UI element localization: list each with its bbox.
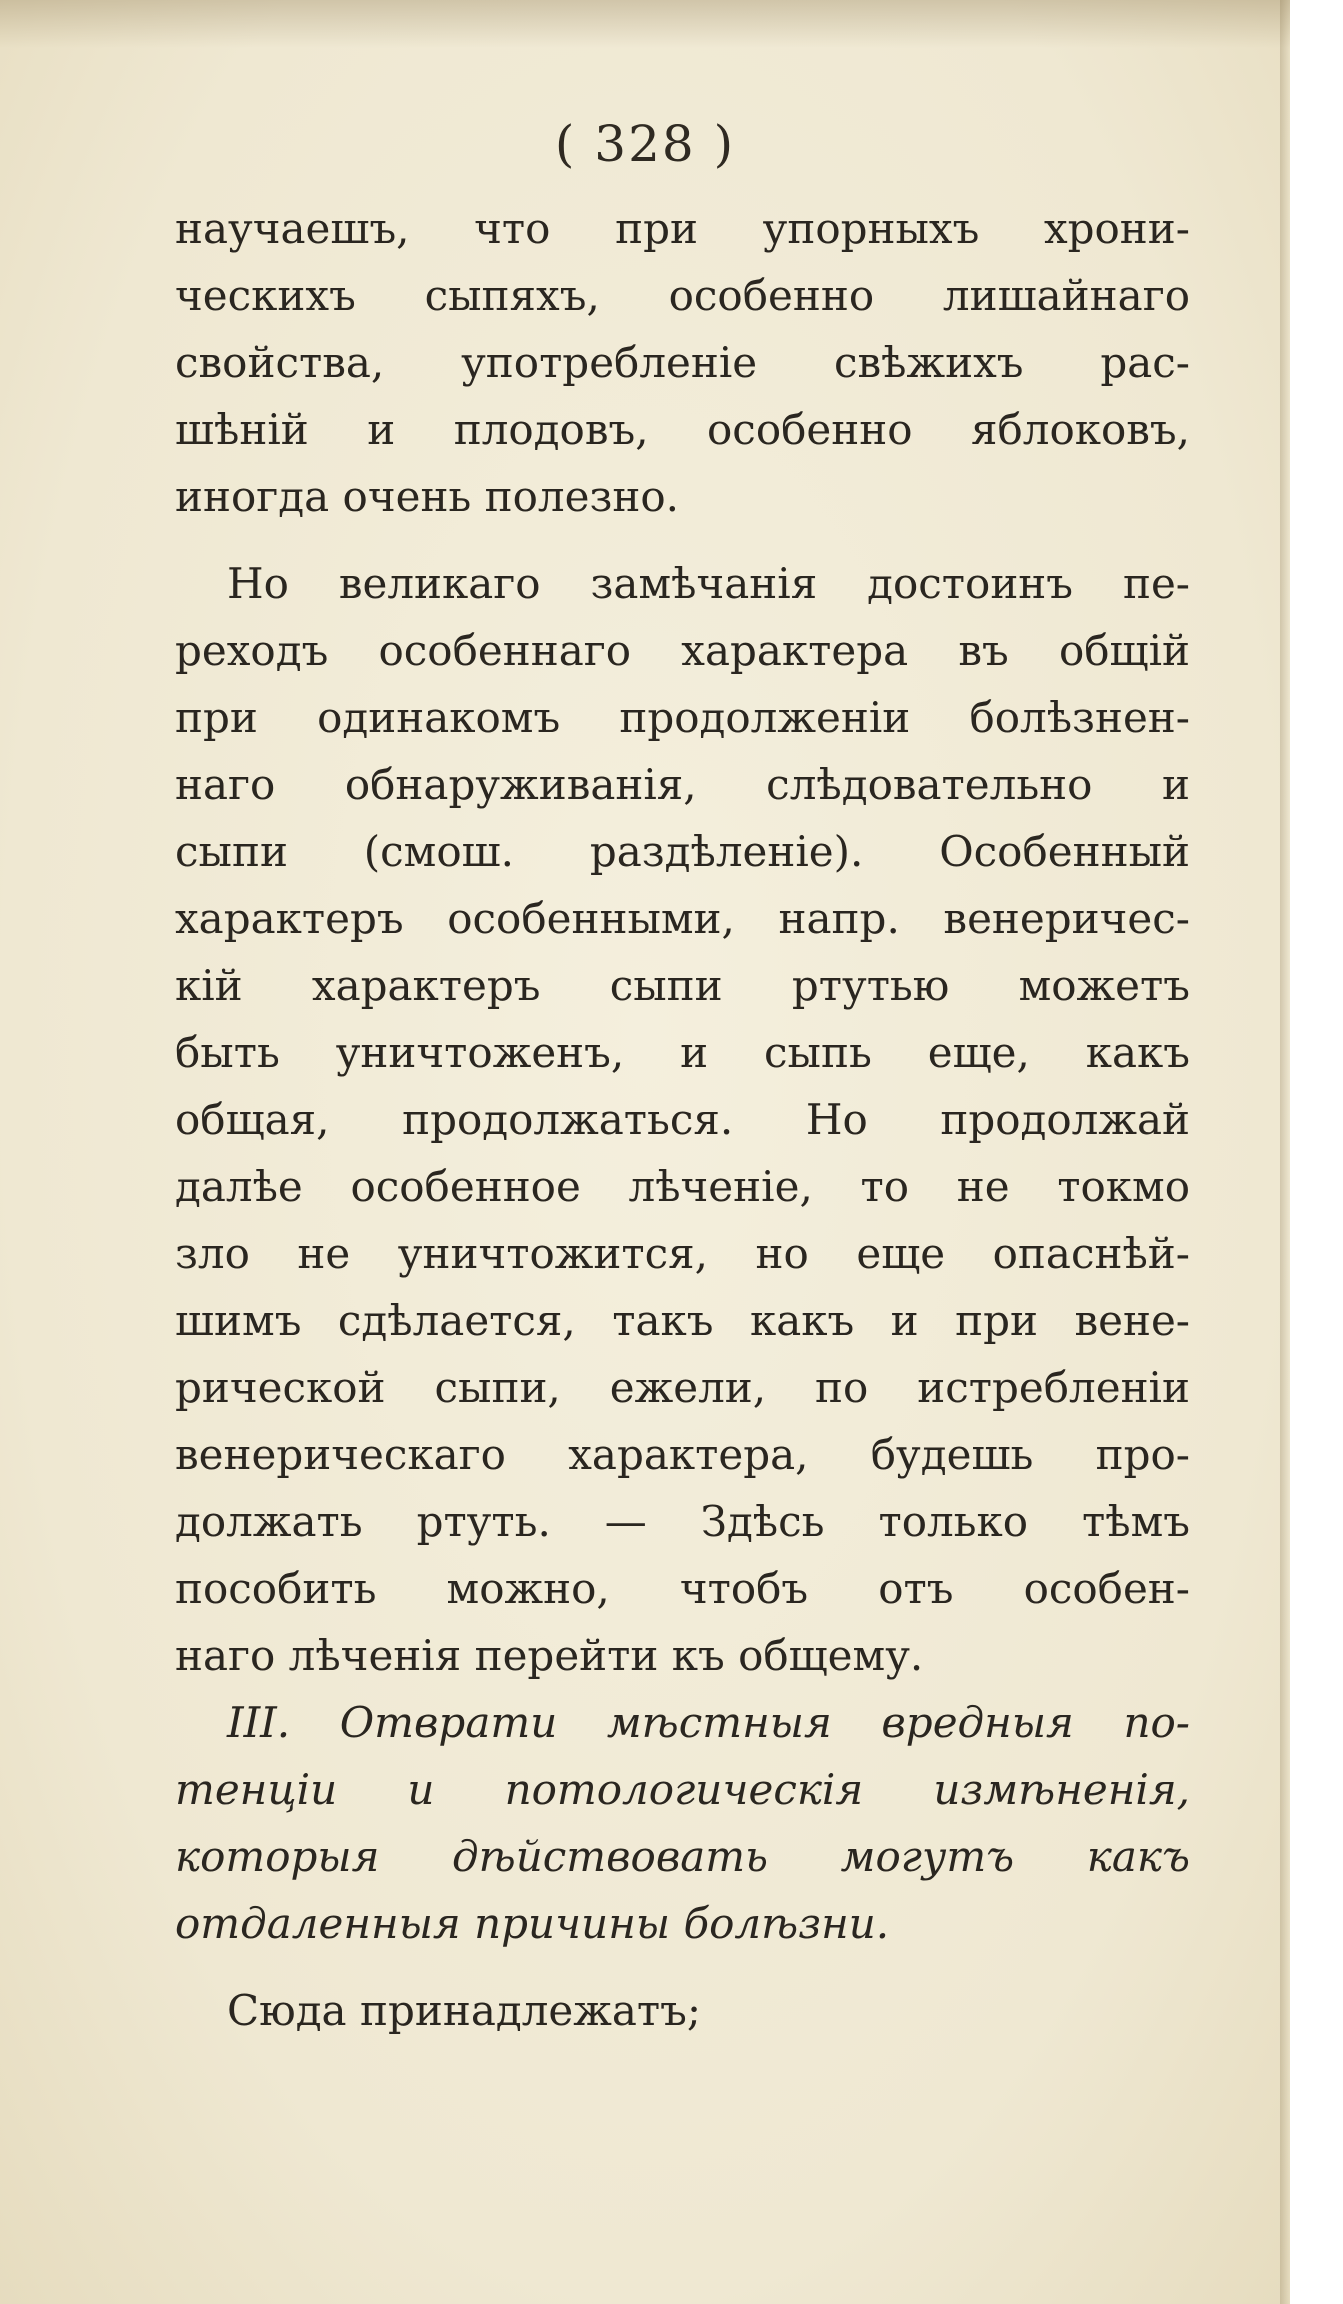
text-line: при одинакомъ продолженіи болѣзнен- [175,693,1190,742]
text-line: венерическаго характера, будешь про- [175,1430,1190,1479]
body-text [175,195,1190,2044]
text-line: шимъ сдѣлается, такъ какъ и при вене- [175,1296,1190,1345]
text-line: ческихъ сыпяхъ, особенно лишайнаго [175,271,1190,320]
text-line: должать ртуть. — Здѣсь только тѣмъ [175,1497,1190,1546]
text-line: научаешъ, что при упорныхъ хрони- [175,204,1190,253]
text-line: Но великаго замѣчанія достоинъ пе- [227,559,1190,608]
scan-margin [1290,0,1343,2304]
section-heading-line: тенціи и потологическія измѣненія, [175,1765,1190,1814]
section-heading-line: отдаленныя причины болѣзни. [175,1899,890,1948]
text-line: быть уничтоженъ, и сыпь еще, какъ [175,1028,1190,1077]
page-top-edge [0,0,1290,48]
text-line: рической сыпи, ежели, по истребленіи [175,1363,1190,1412]
text-line: сыпи (смош. раздѣленіе). Особенный [175,827,1190,876]
text-line: общая, продолжаться. Но продолжай [175,1095,1190,1144]
page-edge-shadow [1280,0,1290,2304]
paragraph-gap [175,1957,1190,1977]
text-line: наго лѣченія перейти къ общему. [175,1631,924,1680]
text-line: далѣе особенное лѣченіе, то не токмо [175,1162,1190,1211]
text-line: иногда очень полезно. [175,472,679,521]
text-line: пособить можно, чтобъ отъ особен- [175,1564,1190,1613]
text-line: свойства, употребленіе свѣжихъ рас- [175,338,1190,387]
text-line: Сюда принадлежатъ; [227,1986,702,2035]
text-line: наго обнаруживанія, слѣдовательно и [175,760,1190,809]
paragraph-gap [175,530,1190,550]
text-line: кій характеръ сыпи ртутью можетъ [175,961,1190,1010]
text-line: реходъ особеннаго характера въ общій [175,626,1190,675]
text-line: шѣній и плодовъ, особенно яблоковъ, [175,405,1190,454]
section-heading-line: которыя дѣйствовать могутъ какъ [175,1832,1190,1881]
text-line: характеръ особенными, напр. венеричес- [175,894,1190,943]
page-number: ( 328 ) [554,115,736,173]
section-heading-line: III. Отврати мѣстныя вредныя по- [227,1698,1190,1747]
text-line: зло не уничтожится, но еще опаснѣй- [175,1229,1190,1278]
